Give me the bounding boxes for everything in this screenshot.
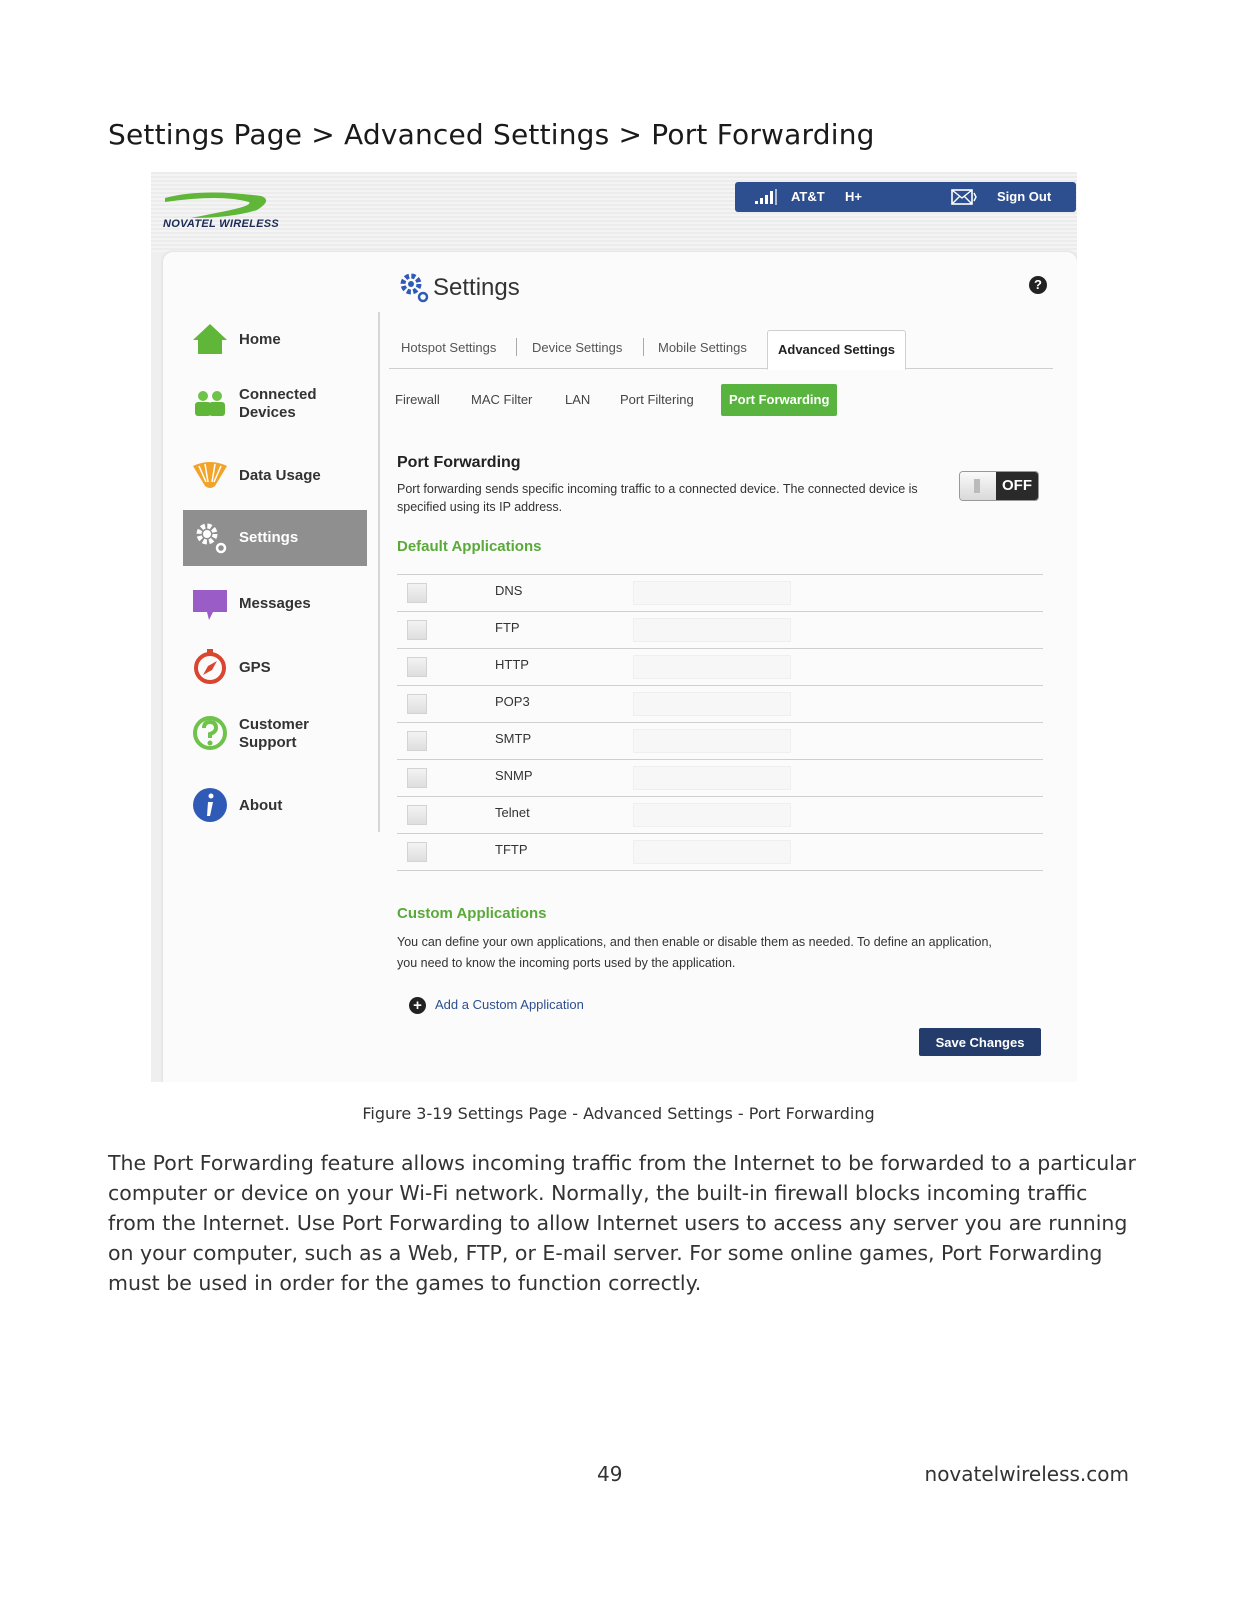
tab-separator [643, 338, 644, 356]
settings-tabs [389, 330, 1053, 369]
main-card [163, 252, 1077, 1082]
info-icon [191, 786, 229, 824]
help-icon[interactable]: ? [1029, 276, 1047, 294]
table-row [397, 833, 1043, 871]
save-changes-button[interactable]: Save Changes [919, 1028, 1041, 1056]
table-row [397, 759, 1043, 796]
app-name: HTTP [495, 657, 529, 672]
custom-applications-title: Custom Applications [397, 905, 547, 922]
sidebar-item-customer-support[interactable] [183, 706, 367, 762]
sidebar-item-label: GPS [239, 659, 271, 676]
app-ip-field[interactable] [633, 729, 791, 753]
sidebar-item-label: Messages [239, 595, 311, 612]
body-paragraph: The Port Forwarding feature allows incoming traffic from the Internet to be forwarded to a particular computer or device on your Wi-Fi network. Normally, the built-in firewall blocks incoming traffic from the Internet. Use Port Forwarding to allow Internet users to access any server you are running on your computer, such as a Web, FTP, or E-mail server. For some online games, Port Forwarding must be used in order for the games to function correctly. [108, 1151, 1136, 1295]
app-checkbox[interactable] [407, 694, 427, 714]
gear-icon [191, 518, 229, 556]
app-checkbox[interactable] [407, 842, 427, 862]
settings-gear-icon [397, 270, 431, 304]
subtab-mac-filter[interactable]: MAC Filter [471, 392, 533, 407]
app-name: Telnet [495, 805, 530, 820]
sidebar-item-connected-devices[interactable] [183, 376, 367, 432]
question-icon [191, 714, 229, 752]
tab-separator [516, 338, 517, 356]
table-row [397, 796, 1043, 833]
default-applications-table [397, 574, 1043, 871]
app-ip-field[interactable] [633, 618, 791, 642]
app-name: SNMP [495, 768, 533, 783]
page-heading: Settings Page > Advanced Settings > Port Forwarding [108, 118, 875, 151]
sidebar-item-label: Connected Devices [239, 386, 317, 421]
figure-caption: Figure 3-19 Settings Page - Advanced Settings - Port Forwarding [362, 1104, 875, 1123]
logo-text: NOVATEL WIRELESS [163, 218, 280, 230]
sidebar-item-gps[interactable] [183, 640, 367, 696]
app-ip-field[interactable] [633, 692, 791, 716]
app-name: SMTP [495, 731, 532, 746]
sidebar-item-home[interactable] [183, 312, 367, 368]
signal-bars-icon [753, 189, 779, 205]
envelope-icon[interactable] [951, 189, 977, 205]
subtab-port-filtering[interactable]: Port Filtering [620, 392, 694, 407]
tab-device-settings[interactable]: Device Settings [532, 340, 623, 355]
sign-out-link[interactable]: Sign Out [997, 189, 1052, 204]
app-name: POP3 [495, 694, 530, 709]
port-forwarding-description: Port forwarding sends specific incoming traffic to a connected device. The connected device is specified using its IP address. [397, 482, 918, 514]
tab-hotspot-settings[interactable]: Hotspot Settings [401, 340, 497, 355]
sidebar-divider [378, 312, 380, 832]
sidebar-item-data-usage[interactable] [183, 448, 367, 504]
toggle-knob [960, 472, 996, 500]
table-row [397, 722, 1043, 759]
sidebar-item-label: Settings [239, 529, 299, 546]
sidebar-item-label: About [239, 797, 283, 814]
custom-applications-description: You can define your own applications, and then enable or disable them as needed. To define an application, you need to know the incoming ports used by the application. [397, 935, 992, 970]
subtab-lan[interactable]: LAN [565, 392, 591, 407]
carrier-label: AT&T [791, 189, 825, 204]
advanced-subtabs [395, 384, 1055, 418]
port-forwarding-toggle[interactable] [960, 472, 1038, 500]
sidebar-item-about[interactable] [183, 778, 367, 834]
app-name: DNS [495, 583, 523, 598]
sidebar-item-messages[interactable] [183, 576, 367, 632]
ui-screenshot [151, 172, 1077, 1082]
app-ip-field[interactable] [633, 840, 791, 864]
app-ip-field[interactable] [633, 766, 791, 790]
table-row [397, 611, 1043, 648]
app-checkbox[interactable] [407, 768, 427, 788]
table-row [397, 648, 1043, 685]
table-row [397, 685, 1043, 722]
connected-devices-icon [191, 384, 229, 422]
toggle-state-label: OFF [996, 472, 1038, 500]
app-name: TFTP [495, 842, 528, 857]
port-forwarding-title: Port Forwarding [397, 454, 521, 471]
table-row [397, 574, 1043, 611]
app-checkbox[interactable] [407, 657, 427, 677]
tab-advanced-settings[interactable]: Advanced Settings [767, 330, 906, 370]
subtab-port-forwarding[interactable]: Port Forwarding [721, 384, 837, 416]
default-applications-title: Default Applications [397, 538, 542, 555]
sidebar-item-label: Home [239, 331, 281, 348]
message-bubble-icon [191, 584, 229, 622]
sidebar-item-settings[interactable] [183, 510, 367, 566]
sidebar-item-label: Data Usage [239, 467, 321, 484]
page-number: 49 [597, 1462, 623, 1486]
app-ip-field[interactable] [633, 655, 791, 679]
tab-mobile-settings[interactable]: Mobile Settings [658, 340, 747, 355]
footer-website: novatelwireless.com [924, 1462, 1129, 1486]
network-type-label: H+ [845, 189, 862, 204]
app-checkbox[interactable] [407, 583, 427, 603]
page-title: Settings [433, 274, 520, 301]
app-checkbox[interactable] [407, 805, 427, 825]
compass-icon [191, 648, 229, 686]
app-ip-field[interactable] [633, 581, 791, 605]
app-ip-field[interactable] [633, 803, 791, 827]
status-bar [735, 182, 1076, 212]
sidebar-item-label: Customer Support [239, 716, 310, 751]
add-custom-application-label: Add a Custom Application [435, 997, 584, 1012]
app-name: FTP [495, 620, 520, 635]
home-icon [191, 320, 229, 358]
subtab-firewall[interactable]: Firewall [395, 392, 440, 407]
data-usage-icon [191, 456, 229, 494]
plus-icon: + [409, 997, 426, 1014]
app-checkbox[interactable] [407, 620, 427, 640]
app-checkbox[interactable] [407, 731, 427, 751]
